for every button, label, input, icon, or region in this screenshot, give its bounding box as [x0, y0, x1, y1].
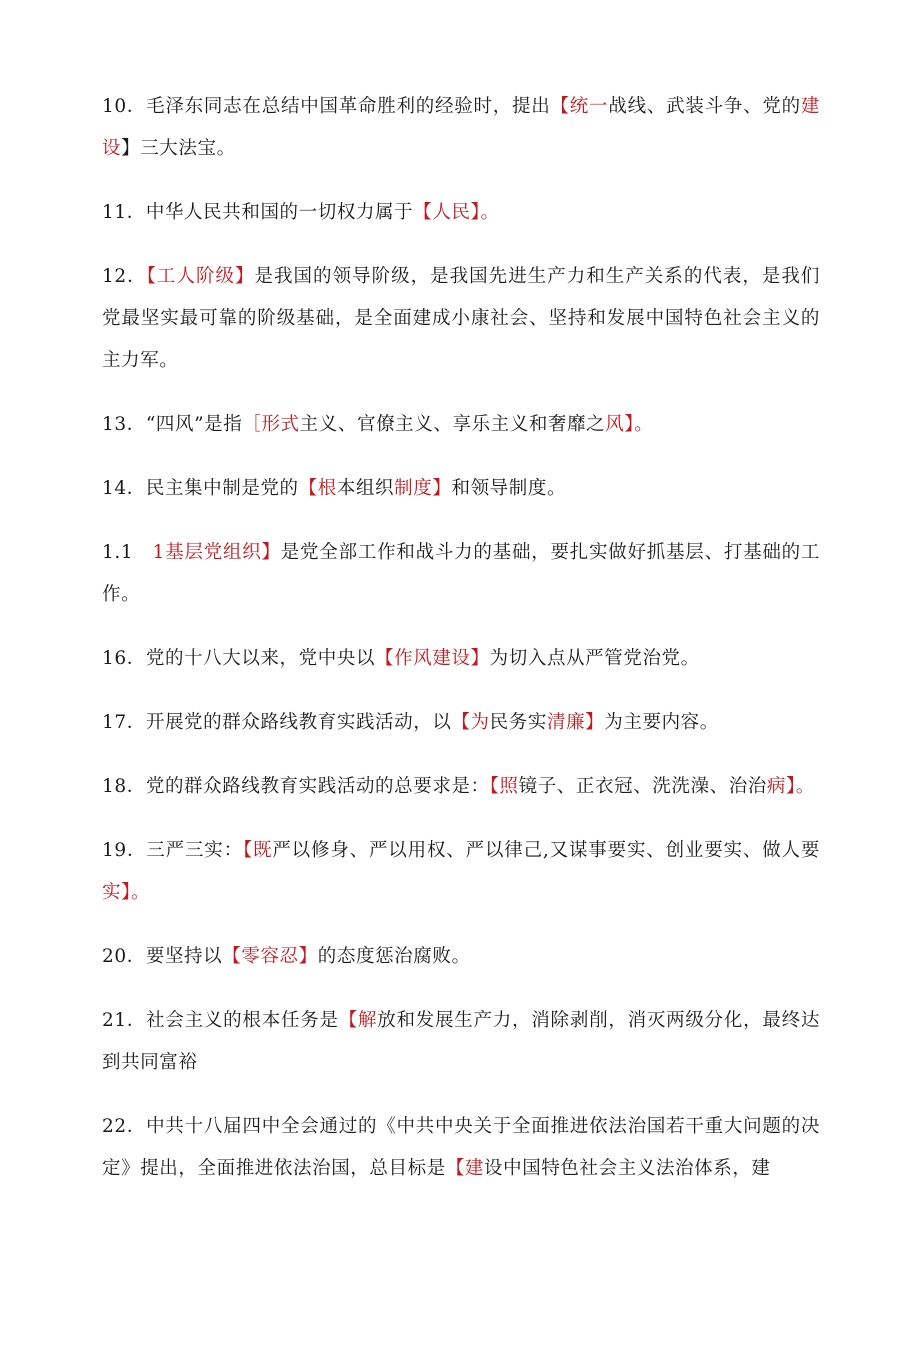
question-item: [102, 86, 820, 170]
question-text: 是我国的领导阶级，是我国先进生产力和生产关系的代表，是我们党最坚实最可靠的阶级基础，是全面建成小康社会、坚持和发展中国特色社会主义的主力军。: [102, 266, 820, 371]
answer-text: 实】。: [102, 882, 151, 903]
question-text: 放和发展生产力，消除剥削，消灭两级分化，最终达到共同富裕: [102, 1010, 820, 1073]
answer-text: 【建: [445, 1158, 485, 1179]
answer-text: 风】。: [605, 414, 654, 435]
answer-text: 【工人阶级】: [146, 266, 255, 287]
question-item: [102, 532, 820, 616]
question-text: 11．中华人民共和国的一切权力属于: [102, 202, 414, 223]
question-text: 为主要内容。: [604, 712, 719, 733]
answer-text: 【照: [489, 776, 519, 797]
question-item: [102, 1106, 820, 1190]
question-item: [102, 256, 820, 382]
question-text: 19．三严三实：: [102, 840, 243, 861]
answer-text: 【作风建设】: [375, 648, 490, 669]
answer-text: ［形式: [242, 414, 300, 435]
question-text: 12．: [102, 266, 147, 287]
question-item: [102, 192, 820, 234]
answer-text: 【根: [298, 478, 337, 499]
question-text: 17．开展党的群众路线教育实践活动，以: [102, 712, 452, 733]
question-text: 20．要坚持以: [102, 946, 223, 967]
answer-text: 【人民】。: [413, 202, 500, 223]
question-text: 民务实: [489, 712, 547, 733]
question-text: 严以修身、严以用权、严以律己,又谋事要实、创业要实、做人要: [272, 840, 820, 861]
question-item: [102, 1000, 820, 1084]
question-text: 为切入点从严管党治党。: [489, 648, 700, 669]
answer-text: 病】。: [766, 776, 815, 797]
question-item: [102, 766, 820, 808]
answer-text: 建设: [102, 96, 820, 159]
answer-text: 【零容忍】: [222, 946, 318, 967]
question-item: [102, 830, 820, 914]
answer-text: 【为: [451, 712, 490, 733]
question-text: 和领导制度。: [451, 478, 567, 499]
question-text: 21．社会主义的根本任务是: [102, 1010, 339, 1031]
question-item: [102, 638, 820, 680]
question-text: 22．中共十八届四中全会通过的《中共中央关于全面推进依法治国若干重大问题的决定》提出，全面推进依法治国，总目标是: [102, 1116, 820, 1179]
answer-text: 清廉】: [546, 712, 605, 733]
question-text: 的态度惩治腐败。: [317, 946, 471, 967]
answer-text: 制度】: [394, 478, 452, 499]
answer-text: 1基层党组织】: [152, 542, 281, 563]
question-list: [102, 86, 820, 1190]
question-item: [102, 702, 820, 744]
question-text: 设中国特色社会主义法治体系，建: [484, 1158, 771, 1179]
answer-text: 【解: [338, 1010, 378, 1031]
answer-text: 【统一: [550, 96, 609, 117]
question-text: 本组织: [336, 478, 395, 499]
question-text: 是党全部工作和战斗力的基础，要扎实做好抓基层、打基础的工作。: [102, 542, 820, 605]
question-text: 14．民主集中制是党的: [102, 478, 299, 499]
question-text: 主义、官僚主义、享乐主义和奢靡之: [299, 414, 606, 435]
question-text: 镜子、正衣冠、洗洗澡、治治: [518, 776, 767, 797]
answer-text: 【既: [242, 840, 273, 861]
question-text: 战线、武装斗争、党的: [608, 96, 801, 117]
question-text: 13．“四风”是指: [102, 414, 243, 435]
question-text: 】三大法宝。: [121, 138, 236, 159]
question-item: [102, 936, 820, 978]
question-text: 1.1: [102, 542, 153, 563]
question-item: [102, 468, 820, 510]
question-text: 16．党的十八大以来，党中央以: [102, 648, 376, 669]
question-item: [102, 404, 820, 446]
question-text: 18．党的群众路线教育实践活动的总要求是：: [102, 776, 490, 797]
question-text: 10．毛泽东同志在总结中国革命胜利的经验时，提出: [102, 96, 551, 117]
